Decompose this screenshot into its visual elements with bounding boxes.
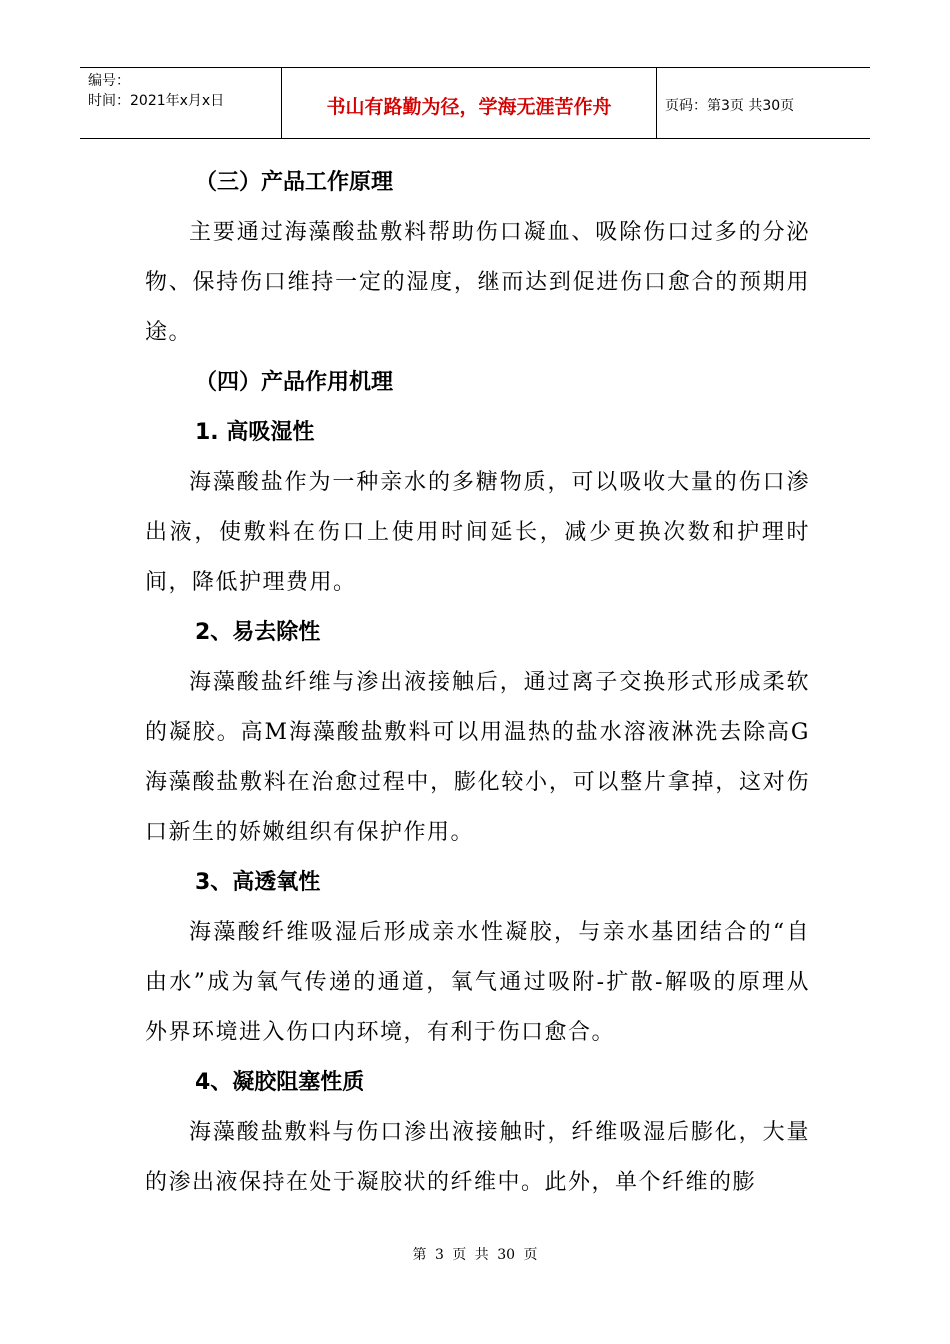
subsection-heading: 4、凝胶阻塞性质: [195, 1070, 365, 1095]
page-footer: 第 3 页 共 30 页: [412, 1247, 538, 1263]
paragraph: 海藻酸盐敷料与伤口渗出液接触时，纤维吸湿后膨化，大量的渗出液保持在处于凝胶状的纤维中。此外，单个纤维的膨: [145, 1120, 810, 1195]
section-heading: （四）产品作用机理: [195, 370, 394, 395]
document-body: [145, 158, 810, 1208]
header-meta-cell: [80, 68, 282, 138]
paragraph: 海藻酸盐作为一种亲水的多糖物质，可以吸收大量的伤口渗出液，使敷料在伤口上使用时间延长，减少更换次数和护理时间，降低护理费用。: [145, 470, 810, 595]
date-label: 时间：2021年x月x日: [88, 93, 225, 109]
header-motto: 书山有路勤为径，学海无涯苦作舟: [282, 68, 657, 138]
paragraph: 海藻酸盐纤维与渗出液接触后，通过离子交换形式形成柔软的凝胶。高M海藻酸盐敷料可以用温热的盐水溶液淋洗去除高G海藻酸盐敷料在治愈过程中，膨化较小，可以整片拿掉，这对伤口新生的娇嫩组织有保护作用。: [145, 670, 810, 845]
page-header: [80, 67, 870, 139]
subsection-heading: 3、高透氧性: [195, 870, 321, 895]
subsection-heading: 2、易去除性: [195, 620, 321, 645]
paragraph: 主要通过海藻酸盐敷料帮助伤口凝血、吸除伤口过多的分泌物、保持伤口维持一定的湿度，继而达到促进伤口愈合的预期用途。: [145, 220, 810, 345]
subsection-heading: 1. 高吸湿性: [195, 420, 315, 445]
header-page-info: 页码：第3页 共30页: [665, 98, 795, 114]
section-heading: （三）产品工作原理: [195, 170, 394, 195]
paragraph: 海藻酸纤维吸湿后形成亲水性凝胶，与亲水基团结合的“自由水”成为氧气传递的通道，氧气通过吸附-扩散-解吸的原理从外界环境进入伤口内环境，有利于伤口愈合。: [145, 920, 810, 1045]
serial-number-label: 编号：: [88, 73, 130, 89]
